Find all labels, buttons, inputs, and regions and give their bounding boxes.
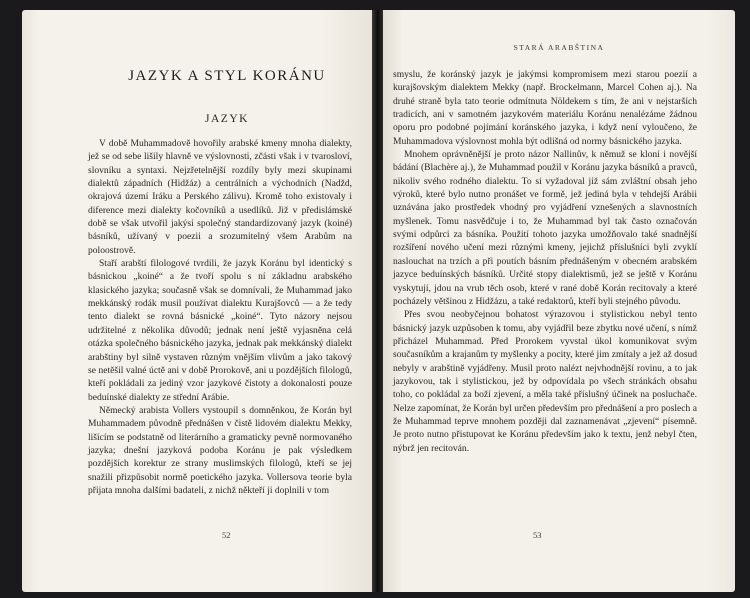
left-paragraph-2: Staří arabští filologové tvrdili, že jazyk Koránu byl identický s básnickou „koiné“ a že tvoří spolu s ní základnu arabského klasického jazyka; současně však se domnívali, že Muhammad jako mekkánský rodák musil používat dialektu Kurajšovců — a že tedy tento dialekt se rovná básnické „koiné“. Tyto názory nejsou udržitelné z několika důvodů; jednak není ještě vyjasněna celá otázka společného básnického jazyka, jednak pak mekkánský dialekt arabštiny byl silně vystaven různým vnějším vlivům a jako takový se netěšil valné úctě ani v době Prorokově, ani u pozdějších filologů, kteří pokládali za jediný vzor jazykové čistoty a dokonalosti pouze beduínské dialekty ze střední Arábie. <box>88 258 352 403</box>
right-page-number: 53 <box>533 530 542 540</box>
right-page-text-block <box>393 68 697 455</box>
chapter-title: JAZYK A STYL KORÁNU <box>128 68 326 84</box>
book-gutter <box>372 10 383 592</box>
left-paragraph-1: V době Muhammadově hovořily arabské kmeny mnoha dialekty, jež se od sebe lišily hlavně ve výslovnosti, zčásti však i v tvarosloví, slovníku a syntaxi. Nejzřetelnější rozdíly byly mezi skupinami dialektů západních (Hidžáz) a centrálních a východních (Nadžd, okrajová území Iráku a Perského zálivu). Kromě toho existovaly i diference mezi dialekty kočovníků a usedlíků. Již v předislámské době se však utvořil jakýsi společný standardizovaný jazyk (koiné) básníků, užívaný v poezii a srozumitelný všem Arabům na poloostrově. <box>88 138 352 256</box>
left-page-text-block <box>88 68 352 497</box>
left-page <box>22 10 372 592</box>
right-page <box>383 10 735 592</box>
right-paragraph-1: smyslu, že koránský jazyk je jakýmsi kompromisem mezi starou poezií a kurajšovským dialektem Mekky (např. Brockelmann, Marcel Cohen aj.). Na druhé straně byla tato teorie odmítnuta Nöldekem s tím, že ani v nejstarších tradicích, ani v samotném jazykovém materiálu Koránu nenalézáme žádnou oporu pro podobné pojímání koránského jazyka, i když není vyloučeno, že Muhammadova výslovnost mohla být odlišná od normy básnického jazyka. <box>393 69 697 147</box>
running-head: STARÁ ARABŠTINA <box>513 43 605 52</box>
section-title: JAZYK <box>205 113 249 125</box>
left-page-number: 52 <box>222 530 231 540</box>
right-paragraph-3: Přes svou neobyčejnou bohatost výrazovou i stylistickou nebyl tento básnický jazyk uzpůsoben k tomu, aby vyjádřil beze zbytku nové učení, s nímž přicházel Muhammad. Před Prorokem vyvstal úkol komunikovat svým současníkům a krajanům ty myšlenky a pocity, které jim zmítaly a jež až dosud nebyly v arabštině vyjádřeny. Musil proto nalézt nejvhodnější rovinu, a to jak jazykovou, tak i stylistickou, jež by odpovídala po všech stránkách obsahu toho, co pokládal za boží zjevení, a měla také příslušný účinek na posluchače. Nelze zapomínat, že Korán byl určen především pro přednášení a pro poslech a že Muhammad teprve mnohem později dal zaznamenávat „zjevení“ písemně. Je proto nutno přistupovat ke Koránu především jako k textu, jenž nebyl čten, nýbrž jen recitován. <box>393 309 697 454</box>
left-paragraph-3: Německý arabista Vollers vystoupil s domněnkou, že Korán byl Muhammadem původně přednášen v čistě lidovém dialektu Mekky, lišícím se podstatně od literárního a gramaticky pevně normovaného jazyka; dnešní jazyková podoba Koránu je pak výsledkem pozdějších korektur ze strany muslimských filologů, kteří se jej snažili přizpůsobit normě poetického jazyka. Vollersova teorie byla přijata mnoha dalšími badateli, z nichž někteří ji doplnili v tom <box>88 404 352 496</box>
right-paragraph-2: Mnohem oprávněnější je proto názor Nallinův, k němuž se kloní i novější bádání (Blachère aj.), že Muhammad použil v Koránu jazyka básníků a pravců, nikoliv svého rodného dialektu. To si vyžadoval již sám zvláštní obsah jeho výroků, které bylo nutno pronášet ve formě, jež jediná byla v tehdejší Arábii uznávána jako prostředek vhodný pro vyjádření vznešených a slavnostních myšlenek. Tomu nasvědčuje i to, že Muhammad byl tak často označován svými odpůrci za básníka. Použití tohoto jazyka umožňovalo také snadnější rozšíření nového učení mezi různými kmeny, jejichž příslušníci byli zvyklí naslouchat na trzích a při poutích básním přednášeným v obecném arabském jazyce beduínských básníků. Určité stopy dialektismů, jež se ještě v Koránu vyskytují, jdou na vrub těch osob, které v rané době Korán recitovaly a které pocházely většinou z Hidžázu, a také redaktorů, kteří byli stejného původu. <box>393 149 697 307</box>
